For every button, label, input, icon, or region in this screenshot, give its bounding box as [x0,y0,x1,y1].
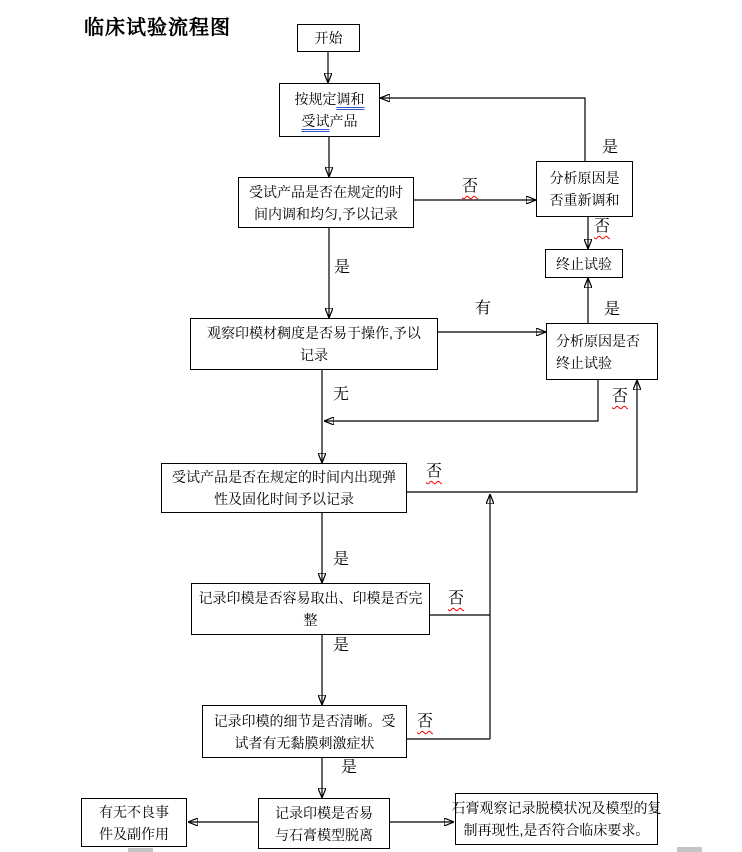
node-prepare-line2: 受试产品 [301,113,358,129]
label-yes-mixing: 是 [334,259,351,276]
label-yes-elasticity: 是 [333,551,350,568]
node-consistency-check: 观察印模材稠度是否易于操作,予以 记录 [190,318,438,370]
label-no-removal: 否 [448,590,465,607]
node-start-label: 开始 [314,30,343,46]
node-separation-check: 记录印模是否易 与石膏模型脱离 [258,798,390,849]
node-prepare-line1: 按规定调和 [294,91,365,107]
node-removal-check: 记录印模是否容易取出、印模是否完 整 [191,583,430,635]
page-edge-mark-left [128,848,153,852]
edge-analyze-remix-yes-to-prepare [380,98,585,161]
node-mixing-check: 受试产品是否在规定的时 间内调和均匀,予以记录 [238,177,414,228]
label-no-detail: 否 [417,713,434,730]
label-none-issue: 无 [333,386,350,403]
node-adverse-events: 有无不良事 件及副作用 [81,798,187,847]
label-yes-detail: 是 [341,759,358,776]
label-no-mixing: 否 [462,178,479,195]
page-edge-mark-right [677,847,702,852]
grammar-underlined-text: 受试 [301,113,330,129]
node-plaster-observation: 石膏观察记录脱模状况及模型的复 制再现性,是否符合临床要求。 [455,793,658,845]
edge-analyze-terminate-no-return [324,380,598,421]
label-no-elasticity: 否 [426,463,443,480]
label-yes-remix: 是 [602,139,619,156]
label-yes-terminate: 是 [604,301,621,318]
label-no-terminate: 否 [612,388,629,405]
node-start [297,24,360,52]
node-detail-check: 记录印模的细节是否清晰。受 试者有无黏膜刺激症状 [202,705,407,758]
node-prepare-product [279,83,380,137]
node-terminate-trial: 终止试验 [545,249,623,278]
node-elasticity-check: 受试产品是否在规定的时间内出现弹 性及固化时间予以记录 [161,463,407,513]
label-has-issue: 有 [475,300,492,317]
node-analyze-remix: 分析原因是 否重新调和 [536,161,633,217]
label-yes-removal: 是 [333,637,350,654]
node-analyze-terminate: 分析原因是否 终止试验 [546,323,658,380]
label-no-remix: 否 [594,218,611,235]
grammar-underlined-text: 调和 [336,91,365,107]
page-title: 临床试验流程图 [84,17,231,39]
